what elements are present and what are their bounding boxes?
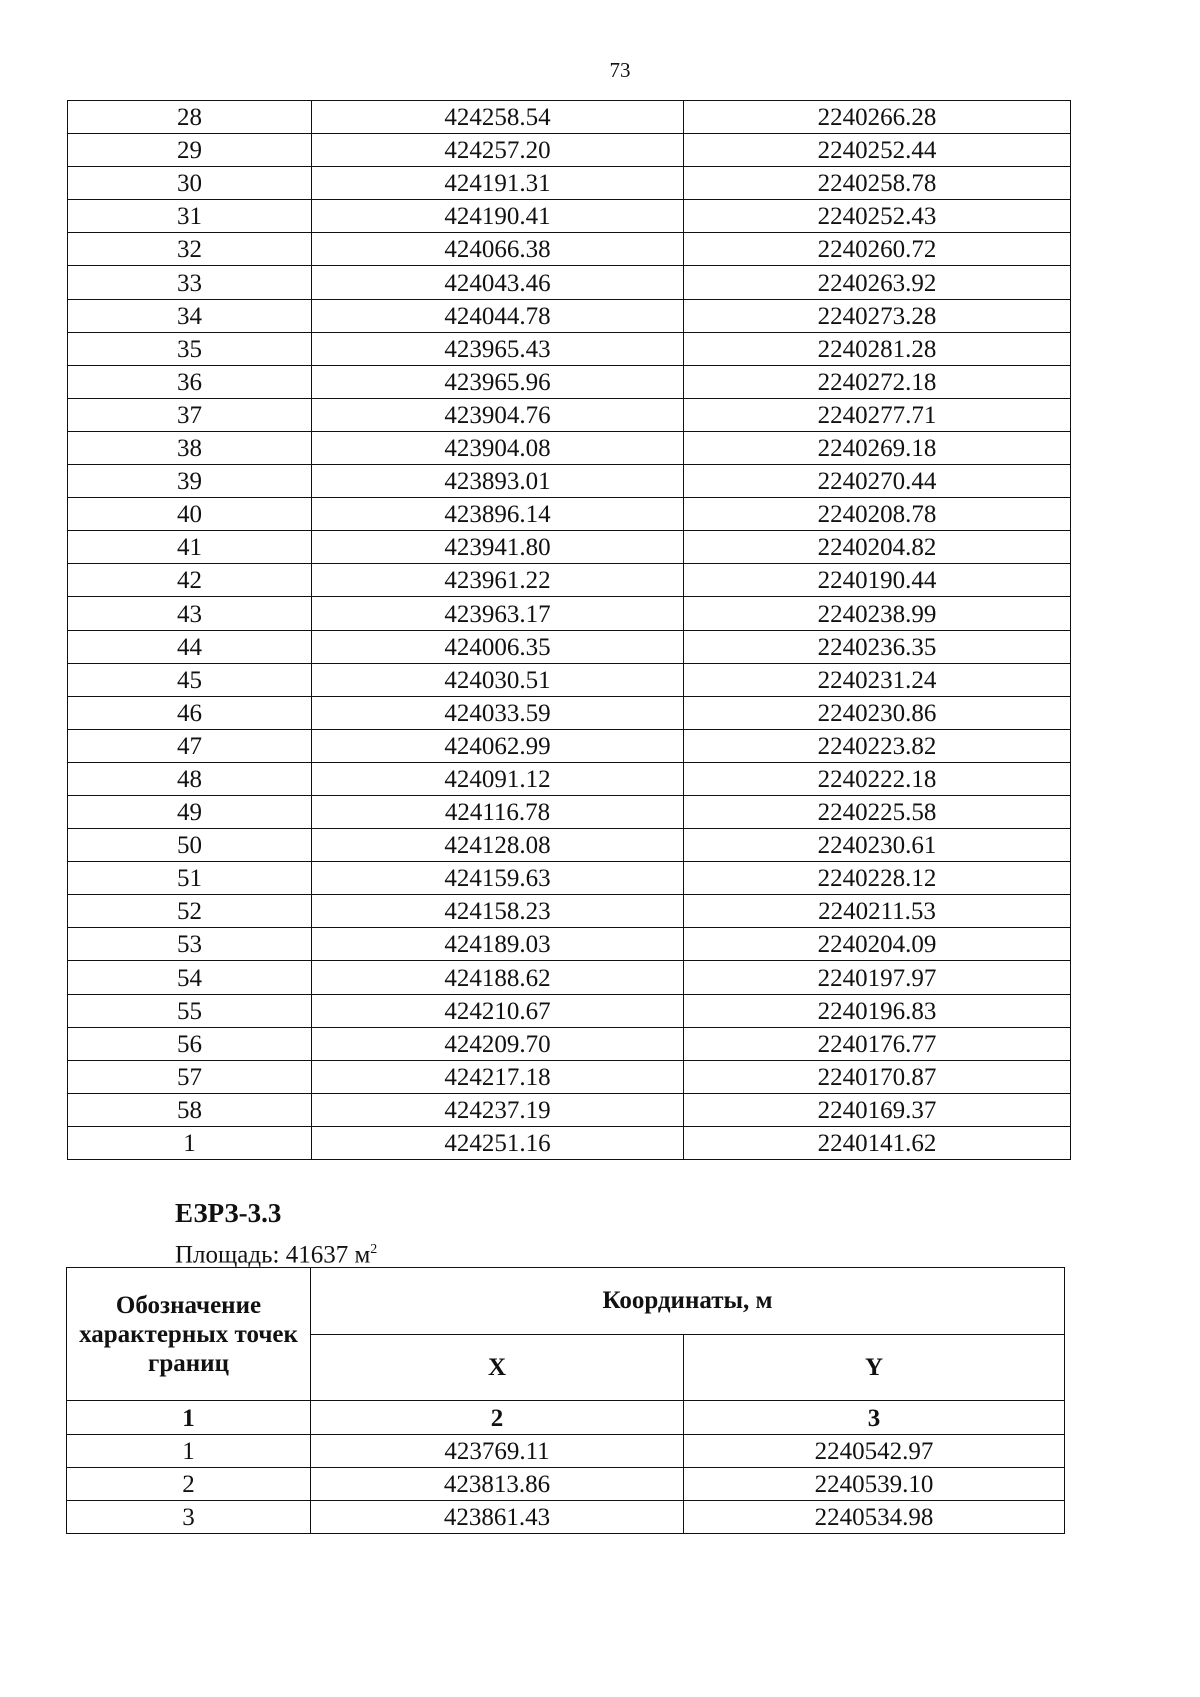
column-number-cell: 2 (311, 1401, 684, 1435)
x-coordinate-cell: 424033.59 (312, 696, 684, 729)
x-coordinate-cell: 424210.67 (312, 994, 684, 1027)
point-number-cell: 1 (67, 1435, 311, 1468)
point-number-cell: 33 (68, 266, 312, 299)
x-coordinate-cell: 424030.51 (312, 663, 684, 696)
y-coordinate-cell: 2240211.53 (684, 895, 1071, 928)
point-number-cell: 34 (68, 299, 312, 332)
y-coordinate-cell: 2240222.18 (684, 762, 1071, 795)
x-coordinate-cell: 423904.76 (312, 398, 684, 431)
x-coordinate-cell: 424159.63 (312, 862, 684, 895)
y-coordinate-cell: 2240238.99 (684, 597, 1071, 630)
y-coordinate-cell: 2240252.44 (684, 134, 1071, 167)
point-number-cell: 53 (68, 928, 312, 961)
y-coordinate-cell: 2240534.98 (684, 1501, 1065, 1534)
table-row (68, 531, 1071, 564)
point-number-cell: 54 (68, 961, 312, 994)
table-row (68, 167, 1071, 200)
x-coordinate-cell: 423965.43 (312, 332, 684, 365)
x-coordinate-cell: 424209.70 (312, 1027, 684, 1060)
y-coordinate-cell: 2240270.44 (684, 465, 1071, 498)
y-coordinate-cell: 2240236.35 (684, 630, 1071, 663)
table-row (68, 1126, 1071, 1159)
point-number-cell: 29 (68, 134, 312, 167)
point-number-cell: 45 (68, 663, 312, 696)
table-row (68, 729, 1071, 762)
table-row (68, 1027, 1071, 1060)
point-number-cell: 31 (68, 200, 312, 233)
x-coordinate-cell: 424006.35 (312, 630, 684, 663)
coordinates-table-continued (67, 100, 1071, 1160)
y-coordinate-cell: 2240170.87 (684, 1060, 1071, 1093)
x-coordinate-cell: 424128.08 (312, 829, 684, 862)
point-number-cell: 40 (68, 498, 312, 531)
y-coordinate-cell: 2240269.18 (684, 431, 1071, 464)
point-number-cell: 43 (68, 597, 312, 630)
point-number-cell: 28 (68, 101, 312, 134)
y-coordinate-cell: 2240277.71 (684, 398, 1071, 431)
table-row (68, 266, 1071, 299)
column-number-row (67, 1401, 1065, 1435)
coordinates-table-body (68, 101, 1071, 1160)
point-number-cell: 57 (68, 1060, 312, 1093)
table-row (68, 895, 1071, 928)
table-row (68, 795, 1071, 828)
point-number-cell: 58 (68, 1093, 312, 1126)
point-number-cell: 2 (67, 1468, 311, 1501)
table-row (68, 994, 1071, 1027)
point-number-cell: 47 (68, 729, 312, 762)
point-number-cell: 37 (68, 398, 312, 431)
x-coordinate-cell: 423963.17 (312, 597, 684, 630)
table-row (68, 431, 1071, 464)
y-coordinate-cell: 2240231.24 (684, 663, 1071, 696)
point-number-cell: 41 (68, 531, 312, 564)
point-number-cell: 48 (68, 762, 312, 795)
x-coordinate-cell: 424257.20 (312, 134, 684, 167)
y-coordinate-cell: 2240197.97 (684, 961, 1071, 994)
point-number-cell: 30 (68, 167, 312, 200)
x-coordinate-cell: 424191.31 (312, 167, 684, 200)
x-coordinate-cell: 424158.23 (312, 895, 684, 928)
table-row (68, 498, 1071, 531)
y-coordinate-cell: 2240539.10 (684, 1468, 1065, 1501)
point-number-cell: 36 (68, 365, 312, 398)
y-coordinate-cell: 2240252.43 (684, 200, 1071, 233)
page-number: 73 (609, 58, 631, 82)
table-row (68, 233, 1071, 266)
table-row (68, 829, 1071, 862)
area-label: Площадь: 41637 м (175, 1241, 371, 1269)
table-row (68, 597, 1071, 630)
section-coordinates-table (66, 1267, 1065, 1534)
x-coordinate-cell: 423904.08 (312, 431, 684, 464)
x-coordinate-cell: 423965.96 (312, 365, 684, 398)
table-row (68, 564, 1071, 597)
table-row (68, 961, 1071, 994)
table-row (68, 1060, 1071, 1093)
point-number-cell: 46 (68, 696, 312, 729)
y-coordinate-cell: 2240176.77 (684, 1027, 1071, 1060)
table-row (67, 1435, 1065, 1468)
point-number-cell: 55 (68, 994, 312, 1027)
x-coordinate-cell: 424116.78 (312, 795, 684, 828)
y-coordinate-cell: 2240272.18 (684, 365, 1071, 398)
section-area (175, 1235, 377, 1270)
table-row (68, 398, 1071, 431)
table-row (68, 630, 1071, 663)
point-number-cell: 49 (68, 795, 312, 828)
x-coordinate-cell: 424062.99 (312, 729, 684, 762)
point-number-cell: 1 (68, 1126, 312, 1159)
y-coordinate-cell: 2240258.78 (684, 167, 1071, 200)
x-coordinate-cell: 423961.22 (312, 564, 684, 597)
area-unit-power: 2 (370, 1242, 378, 1257)
y-coordinate-cell: 2240266.28 (684, 101, 1071, 134)
point-number-cell: 3 (67, 1501, 311, 1534)
x-coordinate-cell: 424251.16 (312, 1126, 684, 1159)
point-number-cell: 50 (68, 829, 312, 862)
section-table-body (67, 1435, 1065, 1534)
x-coordinate-cell: 424043.46 (312, 266, 684, 299)
x-coordinate-cell: 424044.78 (312, 299, 684, 332)
y-coordinate-cell: 2240230.86 (684, 696, 1071, 729)
table-row (68, 663, 1071, 696)
x-coordinate-cell: 424258.54 (312, 101, 684, 134)
column-number-cell: 3 (684, 1401, 1065, 1435)
y-coordinate-cell: 2240169.37 (684, 1093, 1071, 1126)
x-coordinate-cell: 423813.86 (311, 1468, 684, 1501)
point-number-cell: 38 (68, 431, 312, 464)
y-coordinate-cell: 2240196.83 (684, 994, 1071, 1027)
x-coordinate-cell: 424237.19 (312, 1093, 684, 1126)
table-row (68, 862, 1071, 895)
table-row (68, 762, 1071, 795)
x-coordinate-cell: 423861.43 (311, 1501, 684, 1534)
table-row (68, 200, 1071, 233)
y-coordinate-cell: 2240225.58 (684, 795, 1071, 828)
x-coordinate-cell: 424217.18 (312, 1060, 684, 1093)
point-number-cell: 52 (68, 895, 312, 928)
x-coordinate-cell: 424190.41 (312, 200, 684, 233)
y-coordinate-cell: 2240260.72 (684, 233, 1071, 266)
point-number-cell: 51 (68, 862, 312, 895)
y-coordinate-cell: 2240204.09 (684, 928, 1071, 961)
y-coordinate-cell: 2240208.78 (684, 498, 1071, 531)
x-coordinate-cell: 423769.11 (311, 1435, 684, 1468)
y-coordinate-cell: 2240542.97 (684, 1435, 1065, 1468)
header-row (67, 1268, 1065, 1335)
table-row (68, 465, 1071, 498)
y-coordinate-cell: 2240223.82 (684, 729, 1071, 762)
table-row (68, 299, 1071, 332)
y-coordinate-cell: 2240228.12 (684, 862, 1071, 895)
point-number-cell: 56 (68, 1027, 312, 1060)
table-row (68, 928, 1071, 961)
point-number-cell: 35 (68, 332, 312, 365)
x-coordinate-cell: 424188.62 (312, 961, 684, 994)
x-coordinate-cell: 424066.38 (312, 233, 684, 266)
x-coordinate-cell: 423896.14 (312, 498, 684, 531)
x-coordinate-cell: 424091.12 (312, 762, 684, 795)
point-number-cell: 32 (68, 233, 312, 266)
table-row (68, 696, 1071, 729)
y-coordinate-cell: 2240263.92 (684, 266, 1071, 299)
y-coordinate-cell: 2240190.44 (684, 564, 1071, 597)
y-coordinate-cell: 2240281.28 (684, 332, 1071, 365)
point-number-cell: 39 (68, 465, 312, 498)
table-row (68, 1093, 1071, 1126)
header-coordinates: Координаты, м (311, 1268, 1065, 1335)
table-row (67, 1501, 1065, 1534)
table-row (68, 332, 1071, 365)
y-coordinate-cell: 2240141.62 (684, 1126, 1071, 1159)
column-number-cell: 1 (67, 1401, 311, 1435)
table-row (68, 134, 1071, 167)
x-coordinate-cell: 423893.01 (312, 465, 684, 498)
x-coordinate-cell: 423941.80 (312, 531, 684, 564)
header-y: Y (684, 1335, 1065, 1401)
point-number-cell: 42 (68, 564, 312, 597)
section-title: ЕЗРЗ-3.3 (175, 1198, 282, 1228)
y-coordinate-cell: 2240204.82 (684, 531, 1071, 564)
point-number-cell: 44 (68, 630, 312, 663)
y-coordinate-cell: 2240273.28 (684, 299, 1071, 332)
y-coordinate-cell: 2240230.61 (684, 829, 1071, 862)
header-designation: Обозначение характерных точек границ (67, 1268, 311, 1401)
table-row (68, 365, 1071, 398)
table-row (68, 101, 1071, 134)
header-x: X (311, 1335, 684, 1401)
x-coordinate-cell: 424189.03 (312, 928, 684, 961)
table-row (67, 1468, 1065, 1501)
